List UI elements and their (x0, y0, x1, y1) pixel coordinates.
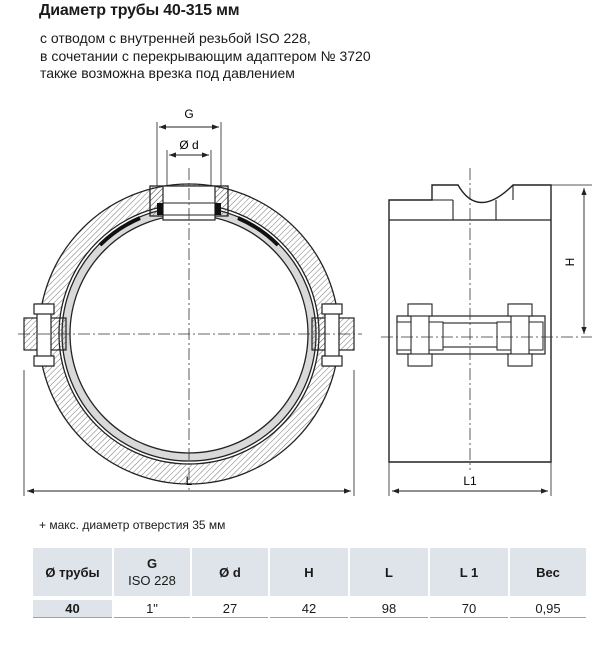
table-header-row (33, 548, 586, 596)
footnote: + макс. диаметр отверстия 35 мм (39, 518, 226, 532)
header-weight: Вес (509, 548, 586, 596)
table-row (33, 600, 586, 618)
description-line-3: также возможна врезка под давлением (40, 65, 295, 81)
front-view (18, 107, 362, 496)
label-d: Ø d (179, 138, 199, 152)
header-g: G ISO 228 (113, 548, 191, 596)
header-l1: L 1 (429, 548, 509, 596)
description-line-2: в сочетании с перекрывающим адаптером № 3720 (40, 47, 371, 64)
cell-weight: 0,95 (509, 600, 586, 618)
label-g: G (184, 107, 194, 121)
cell-h: 42 (269, 600, 349, 618)
header-l: L (349, 548, 429, 596)
description-line-1: с отводом с внутренней резьбой ISO 228, (40, 30, 311, 46)
cell-l1: 70 (429, 600, 509, 618)
specs-table (33, 548, 586, 618)
header-pipe-diameter: Ø трубы (33, 548, 113, 596)
header-d: Ø d (191, 548, 269, 596)
label-h: H (563, 257, 577, 267)
cell-l: 98 (349, 600, 429, 618)
header-h: H (269, 548, 349, 596)
oring-left (157, 203, 163, 215)
label-l: L (185, 474, 193, 488)
oring-right (215, 203, 221, 215)
page-title: Диаметр трубы 40-315 мм (39, 2, 240, 19)
label-l1: L1 (463, 474, 477, 488)
cell-g: 1" (113, 600, 191, 618)
cell-d: 27 (191, 600, 269, 618)
side-view (381, 168, 592, 496)
cell-pipe-diameter: 40 (33, 600, 113, 618)
